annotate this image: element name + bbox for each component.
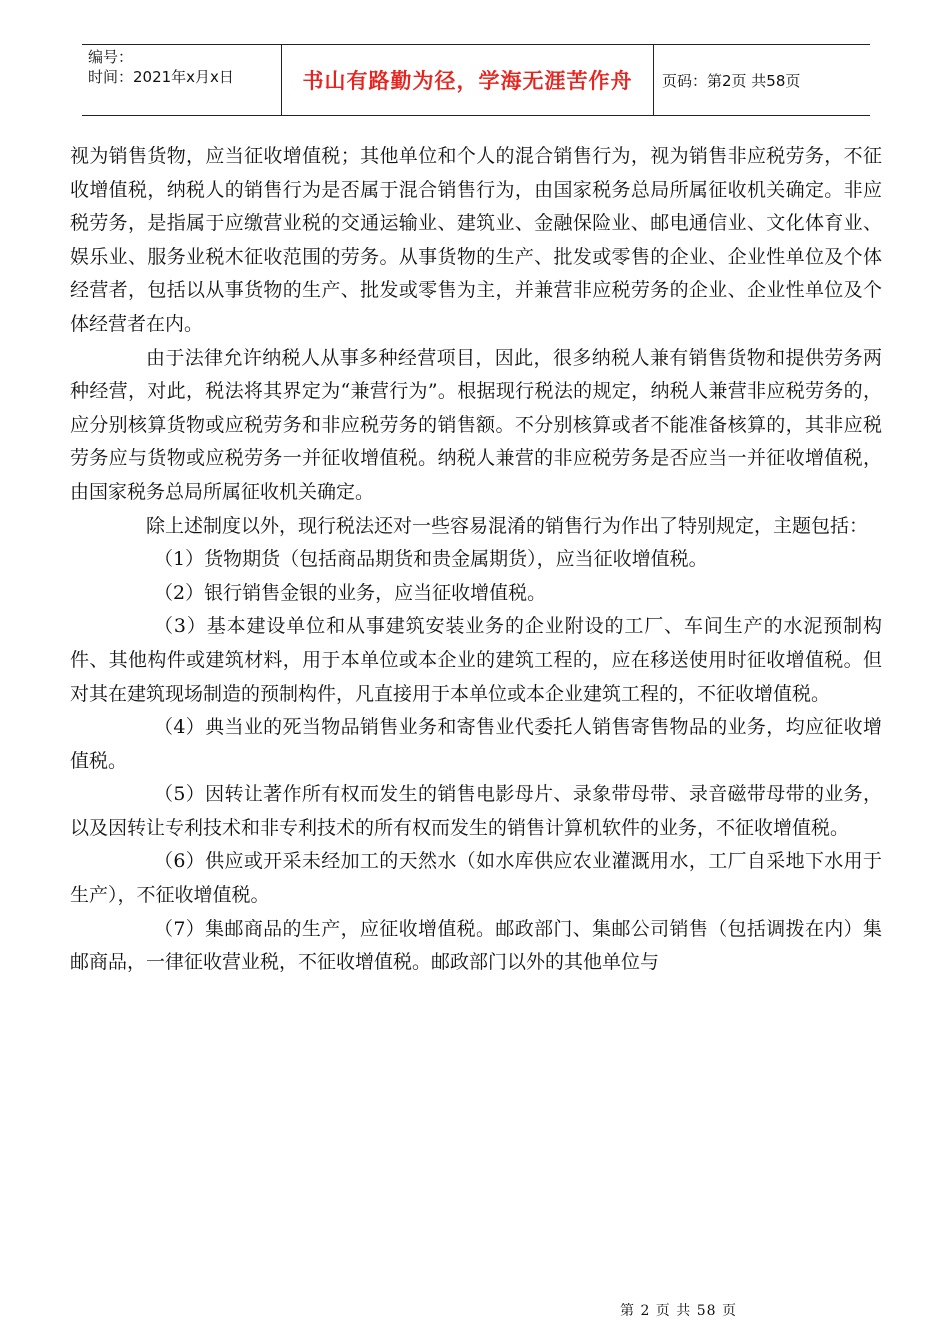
- header-motto: 书山有路勤为径，学海无涯苦作舟: [282, 45, 654, 115]
- header-meta: [82, 45, 282, 115]
- header-page-number: 页码：第2页 共58页: [662, 71, 801, 90]
- list-item: （3）基本建设单位和从事建筑安装业务的企业附设的工厂、车间生产的水泥预制构件、其他构件或建筑材料，用于本单位或本企业的建筑工程的，应在移送使用时征收增值税。但对其在建筑现场制造的预制构件，凡直接用于本单位或本企业建筑工程的，不征收增值税。: [70, 615, 882, 705]
- list-item: （2）银行销售金银的业务，应当征收增值税。: [154, 581, 547, 604]
- list-item: （1）货物期货（包括商品期货和贵金属期货），应当征收增值税。: [154, 548, 708, 571]
- list-item: （6）供应或开采未经加工的天然水（如水库供应农业灌溉用水，工厂自采地下水用于生产），不征收增值税。: [70, 850, 882, 907]
- page-footer: 第 2 页 共 58 页: [620, 1303, 737, 1319]
- document-body: [70, 140, 882, 980]
- paragraph: 视为销售货物，应当征收增值税；其他单位和个人的混合销售行为，视为销售非应税劳务，不征收增值税，纳税人的销售行为是否属于混合销售行为，由国家税务总局所属征收机关确定。非应税劳务，是指属于应缴营业税的交通运输业、建筑业、金融保险业、邮电通信业、文化体育业、娱乐业、服务业税木征收范围的劳务。从事货物的生产、批发或零售的企业、企业性单位及个体经营者，包括以从事货物的生产、批发或零售为主，并兼营非应税劳务的企业、企业性单位及个体经营者在内。: [70, 145, 882, 335]
- page-header: [82, 44, 870, 116]
- list-item: （5）因转让著作所有权而发生的销售电影母片、录象带母带、录音磁带母带的业务，以及因转让专利技术和非专利技术的所有权而发生的销售计算机软件的业务，不征收增值税。: [70, 783, 882, 839]
- date-label: 时间：2021年x月x日: [88, 68, 234, 86]
- list-item: （7）集邮商品的生产，应征收增值税。邮政部门、集邮公司销售（包括调拨在内）集邮商品，一律征收营业税，不征收增值税。邮政部门以外的其他单位与: [70, 917, 882, 974]
- paragraph: 除上述制度以外，现行税法还对一些容易混淆的销售行为作出了特别规定，主题包括：: [146, 514, 869, 537]
- list-item: （4）典当业的死当物品销售业务和寄售业代委托人销售寄售物品的业务，均应征收增值税。: [70, 716, 882, 772]
- serial-number-label: 编号：: [88, 48, 134, 66]
- paragraph: 由于法律允许纳税人从事多种经营项目，因此，很多纳税人兼有销售货物和提供劳务两种经营，对此，税法将其界定为“兼营行为”。根据现行税法的规定，纳税人兼营非应税劳务的，应分别核算货物或应税劳务和非应税劳务的销售额。不分别核算或者不能准备核算的，其非应税劳务应与货物或应税劳务一并征收增值税。纳税人兼营的非应税劳务是否应当一并征收增值税，由国家税务总局所属征收机关确定。: [70, 346, 882, 503]
